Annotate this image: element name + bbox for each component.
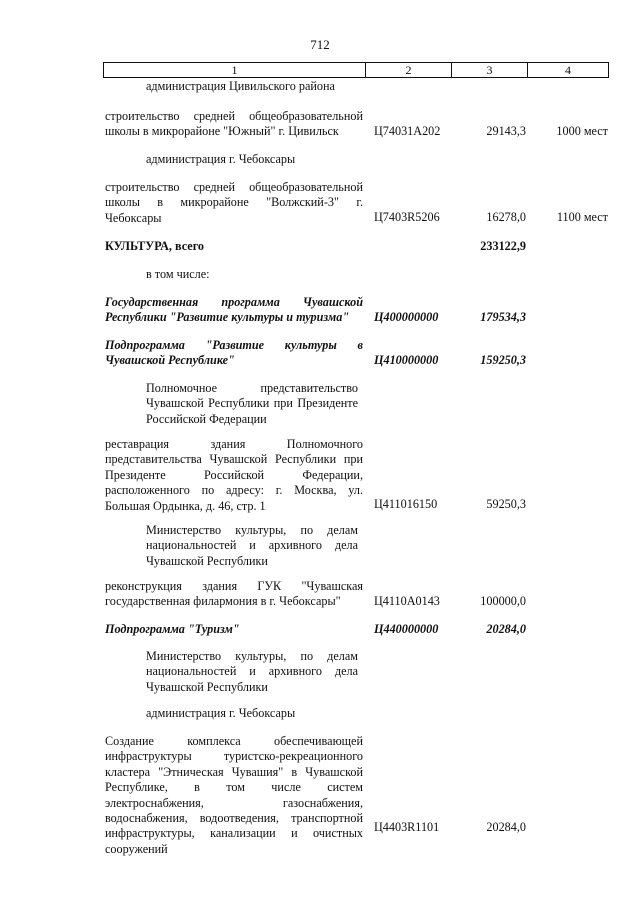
- budget-code: Ц7403R5206: [374, 210, 440, 224]
- budget-code: Ц74031А202: [374, 124, 441, 138]
- budget-code: Ц410000000: [374, 353, 439, 367]
- program-name: Государственная программа Чувашской Республики "Развитие культуры и туризма": [105, 295, 363, 325]
- project-name: строительство средней общеобразовательной школы в микрорайоне "Южный" г. Цивильск: [105, 109, 363, 139]
- capacity: 1100 мест: [556, 210, 608, 224]
- agency-name: администрация г. Чебоксары: [146, 152, 296, 166]
- column-4-header: 4: [528, 63, 609, 78]
- amount: 159250,3: [480, 353, 526, 367]
- column-header-row: [103, 62, 609, 78]
- project-name: строительство средней общеобразовательной школы в микрорайоне "Волжский-3" г. Чебоксары: [105, 180, 363, 225]
- amount: 16278,0: [486, 210, 526, 224]
- agency-name: администрация Цивильского района: [146, 79, 335, 93]
- column-2-header: 2: [366, 63, 452, 78]
- budget-code: Ц411016150: [374, 497, 438, 511]
- amount: 29143,3: [486, 124, 526, 138]
- agency-name: Министерство культуры, по делам национальностей и архивного дела Чувашской Республики: [146, 523, 358, 568]
- amount: 100000,0: [480, 594, 526, 608]
- subheading: в том числе:: [146, 267, 210, 281]
- column-3-header: 3: [452, 63, 528, 78]
- section-total: 233122,9: [480, 239, 526, 253]
- amount: 59250,3: [486, 497, 526, 511]
- project-name: реставрация здания Полномочного представительства Чувашской Республики при Президенте Российской Федерации, расположенного по адресу: г. Москва, ул. Большая Ордынка, д. 46, стр. 1: [105, 437, 363, 513]
- budget-code: Ц4403R1101: [374, 820, 440, 834]
- column-1-header: 1: [104, 63, 366, 78]
- page-number: 712: [310, 37, 330, 52]
- capacity: 1000 мест: [556, 124, 608, 138]
- budget-code: Ц440000000: [374, 622, 439, 636]
- agency-name: Полномочное представительство Чувашской Республики при Президенте Российской Федерации: [146, 381, 358, 426]
- amount: 179534,3: [480, 310, 526, 324]
- project-name: Создание комплекса обеспечивающей инфраструктуры туристско-рекреационного кластера "Этническая Чувашия" в Чувашской Республике, в том числе систем электроснабжения, газоснабжения, водоснабжения, водоотведения, транспортной инфраструктуры, канализации и очистных сооружений: [105, 734, 363, 856]
- budget-code: Ц400000000: [374, 310, 439, 324]
- subprogram-name: Подпрограмма "Развитие культуры в Чувашской Республике": [105, 338, 363, 368]
- section-title: КУЛЬТУРА, всего: [105, 239, 205, 253]
- budget-code: Ц4110А0143: [374, 594, 440, 608]
- amount: 20284,0: [486, 820, 526, 834]
- agency-name: администрация г. Чебоксары: [146, 706, 296, 720]
- subprogram-name: Подпрограмма "Туризм": [105, 622, 240, 636]
- agency-name: Министерство культуры, по делам национальностей и архивного дела Чувашской Республики: [146, 649, 358, 694]
- amount: 20284,0: [486, 622, 526, 636]
- project-name: реконструкция здания ГУК "Чувашская государственная филармония в г. Чебоксары": [105, 579, 363, 609]
